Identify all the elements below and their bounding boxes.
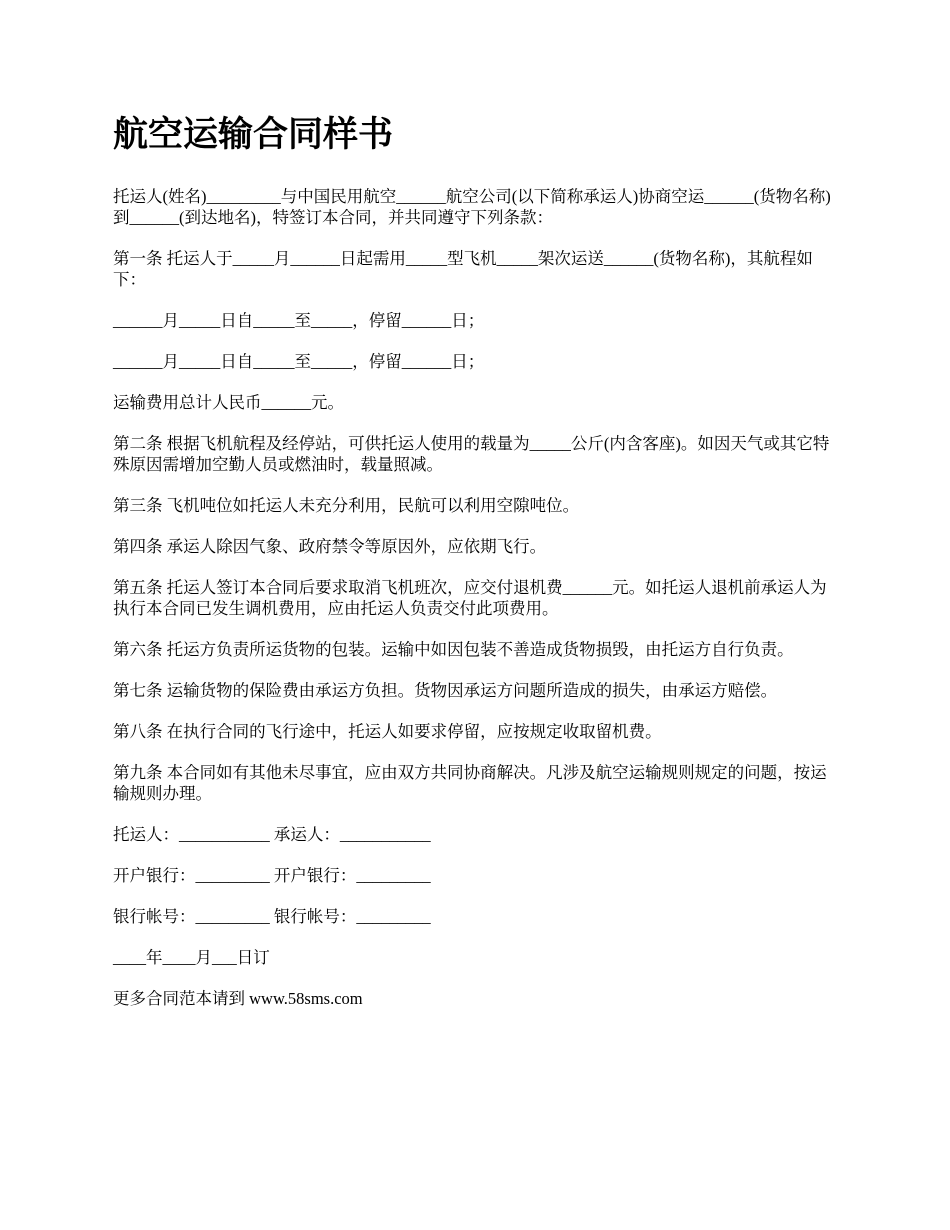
article-5-paragraph: 第五条 托运人签订本合同后要求取消飞机班次，应交付退机费______元。如托运人退机前承运人为执行本合同已发生调机费用，应由托运人负责交付此项费用。 bbox=[113, 578, 827, 618]
document-body bbox=[113, 186, 838, 1009]
article-7-paragraph: 第七条 运输货物的保险费由承运方负担。货物因承运方问题所造成的损失，由承运方赔偿。 bbox=[113, 681, 778, 700]
intro-paragraph: 托运人(姓名)_________与中国民用航空______航空公司(以下简称承运人)协商空运______(货物名称)到______(到达地名)，特签订本合同，并共同遵守下列条款： bbox=[113, 187, 831, 227]
signatories-line: 托运人：___________ 承运人：___________ bbox=[113, 825, 431, 844]
footer-link-line: 更多合同范本请到 www.58sms.com bbox=[113, 989, 363, 1008]
bank-account-line: 银行帐号：_________ 银行帐号：_________ bbox=[113, 907, 431, 926]
article-9-paragraph: 第九条 本合同如有其他未尽事宜，应由双方共同协商解决。凡涉及航空运输规则规定的问题，按运输规则办理。 bbox=[113, 763, 827, 803]
article-6-paragraph: 第六条 托运方负责所运货物的包装。运输中如因包装不善造成货物损毁，由托运方自行负责。 bbox=[113, 640, 794, 659]
article-1-paragraph: 第一条 托运人于_____月______日起需用_____型飞机_____架次运送______(货物名称)，其航程如下： bbox=[113, 249, 813, 289]
document-title: 航空运输合同样书 bbox=[113, 115, 394, 154]
flight-leg-1-line: ______月_____日自_____至_____，停留______日； bbox=[113, 311, 485, 330]
signing-date-line: ____年____月___日订 bbox=[113, 948, 270, 967]
total-fee-line: 运输费用总计人民币______元。 bbox=[113, 393, 344, 412]
article-4-paragraph: 第四条 承运人除因气象、政府禁令等原因外，应依期飞行。 bbox=[113, 537, 547, 556]
flight-leg-2-line: ______月_____日自_____至_____，停留______日； bbox=[113, 352, 485, 371]
article-3-paragraph: 第三条 飞机吨位如托运人未充分利用，民航可以利用空隙吨位。 bbox=[113, 496, 580, 515]
document-page bbox=[113, 112, 838, 1029]
article-2-paragraph: 第二条 根据飞机航程及经停站，可供托运人使用的载量为_____公斤(内含客座)。如因天气或其它特殊原因需增加空勤人员或燃油时，载量照减。 bbox=[113, 434, 830, 474]
bank-name-line: 开户银行：_________ 开户银行：_________ bbox=[113, 866, 431, 885]
article-8-paragraph: 第八条 在执行合同的飞行途中，托运人如要求停留，应按规定收取留机费。 bbox=[113, 722, 662, 741]
